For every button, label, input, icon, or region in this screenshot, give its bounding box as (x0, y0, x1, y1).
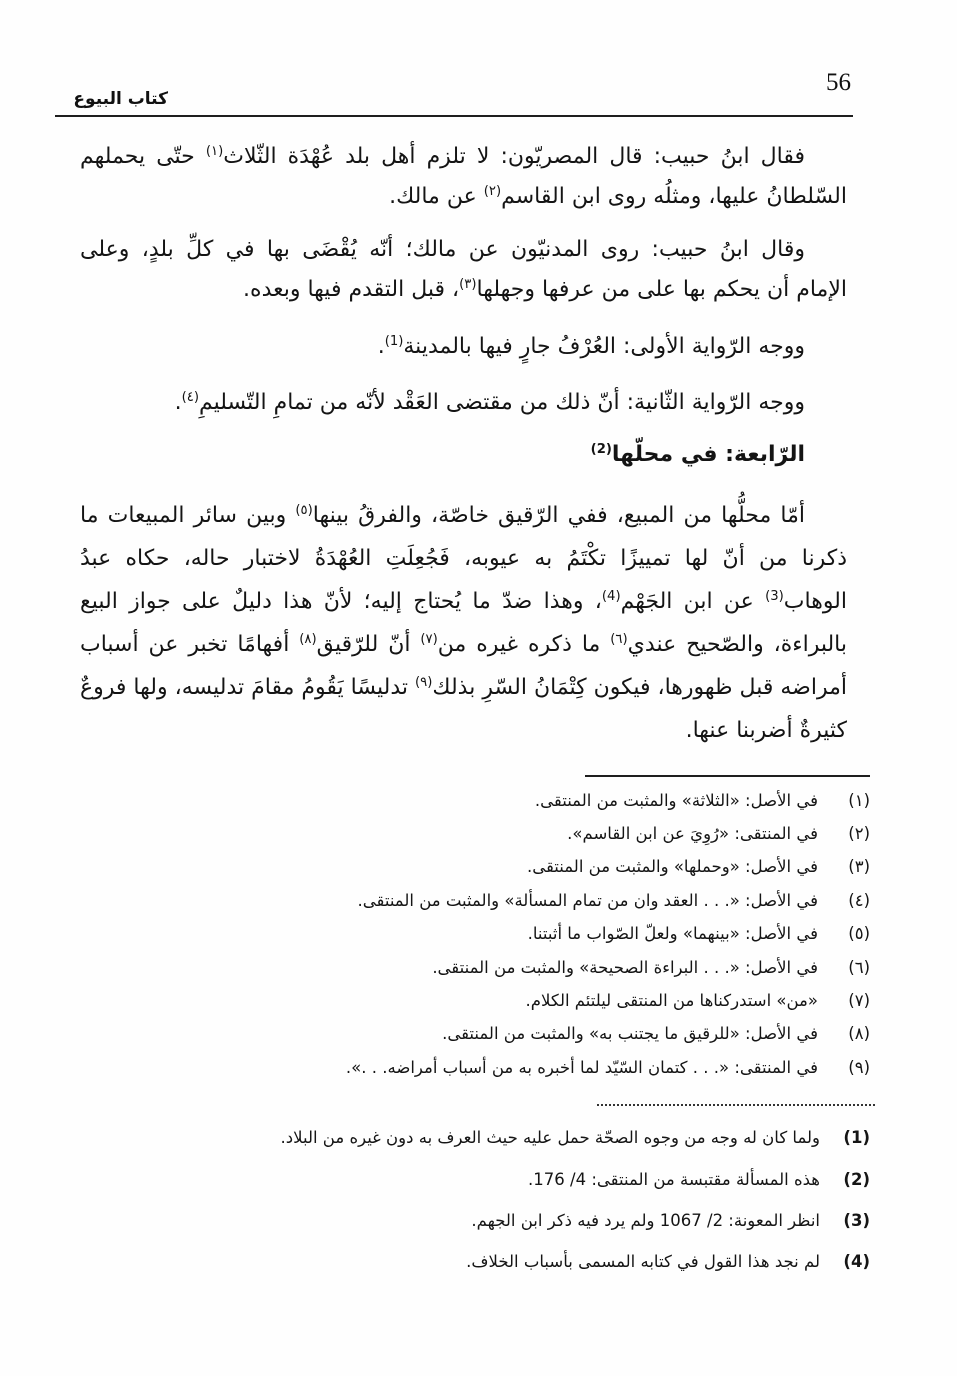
footnote-item (250, 1244, 870, 1280)
paragraph (80, 230, 847, 310)
footnote-ref: (4) (601, 588, 621, 604)
footnote-number: (٣) (848, 857, 870, 876)
text-run: الوهاب (783, 589, 847, 614)
text-run: وقال ابنُ حبيب: روى المدنيّون عن مالك؛ أنّه يُقْضَى بها في كلِّ بلدٍ، وعلى (80, 237, 805, 262)
footnote-ref: (٥) (295, 502, 313, 518)
text-line (80, 137, 847, 177)
footnote-item (250, 1051, 870, 1084)
text-line (80, 383, 847, 423)
text-run: الرّابعة: في محلّها (611, 442, 805, 467)
text-run: . (377, 334, 385, 359)
footnote-item (250, 1162, 870, 1198)
footnote-ref: (2) (590, 441, 612, 457)
footnote-text: انظر المعونة: 2/ 1067 ولم يرد فيه ذكر ابن الجهم. (471, 1211, 820, 1230)
text-line (80, 177, 847, 217)
footnote-item (250, 917, 870, 950)
text-run: ذكرنا من أنّ لها تمييزًا تكْتَمُ به عيوبه، فَجُعِلَتِ العُهْدَةُ لاختبار حاله، حكاه عبدُ (80, 546, 847, 571)
footnote-text: في الأصل: «للرقيق ما يجتنب به» والمثبت من المنتقى. (442, 1024, 818, 1043)
footnote-text: هذه المسألة مقتبسة من المنتقى: 4/ 176. (528, 1170, 820, 1189)
footnote-number: (4) (843, 1252, 870, 1271)
text-run: أمراضه قبل ظهورها، فيكون كِتْمَانُ السّرِ بذلك (432, 675, 847, 700)
text-line (80, 666, 847, 709)
text-line (80, 327, 847, 367)
footnote-text: في الأصل: «وحملها» والمثبت من المنتقى. (526, 857, 818, 876)
footnote-text: في الأصل: «الثلاثة» والمثبت من المنتقى. (534, 791, 818, 810)
footnote-number: (٥) (848, 924, 870, 943)
text-line (80, 270, 847, 310)
text-run: عن ابن الجَهْم (620, 589, 766, 614)
header-rule (55, 115, 853, 117)
footnote-text: في المنتقى: «رُوِيَ عن ابن القاسم». (567, 824, 818, 843)
footnote-number: (٧) (848, 991, 870, 1010)
footnote-number: (٤) (848, 891, 870, 910)
footnote-item (250, 1203, 870, 1239)
text-run: أفهامًا تخبر عن أسباب (80, 632, 300, 657)
footnote-ref: (3) (765, 588, 784, 604)
footnote-number: (٨) (848, 1024, 870, 1043)
footnote-text: «من» استدركناها من المنتقى ليلتئم الكلام. (525, 991, 818, 1010)
footnote-ref: (٤) (181, 389, 199, 405)
text-run: فقال ابنُ حبيب: قال المصريّون: لا تلزم أهل بلد عُهْدَة الثّلاث (223, 144, 806, 169)
editor-notes-separator (597, 1104, 875, 1106)
footnote-text: في المنتقى: «. . . كتمان السّيّد لما أخبره به من أسباب أمراضه. . .». (345, 1058, 818, 1077)
footnote-text: في الأصل: «. . . البراءة الصحيحة» والمثبت من المنتقى. (432, 958, 818, 977)
footnote-item (250, 1017, 870, 1050)
footnote-ref: (٩) (415, 674, 433, 690)
footnote-number: (3) (843, 1211, 870, 1230)
text-line (80, 580, 847, 623)
text-line (80, 435, 847, 475)
page-number: 56 (826, 69, 851, 96)
footnote-item (250, 884, 870, 917)
footnote-text: في الأصل: «بينهما» ولعلّ الصّواب ما أثبتنا. (527, 924, 818, 943)
text-run: كثيرةٌ أضربنا عنها. (685, 718, 847, 743)
text-run: ووجه الرّواية الأولى: العُرْفُ جارٍ فيها بالمدينة (403, 334, 805, 359)
text-line (80, 494, 847, 537)
paragraph (80, 383, 847, 423)
footnote-ref: (٣) (459, 276, 477, 292)
footnote-number: (1) (843, 1128, 870, 1147)
footnote-number: (٦) (848, 958, 870, 977)
footnote-ref: (1) (384, 333, 404, 349)
text-run: عن مالك. (389, 184, 484, 209)
footnote-separator (585, 775, 870, 777)
footnote-text: لم نجد هذا القول في كتابه المسمى بأسباب الخلاف. (466, 1252, 820, 1271)
text-run: تدليسًا يَقُومُ مقامَ تدليسه، ولها فروعٌ (80, 675, 416, 700)
text-run: أمّا محلُّها من المبيع، ففي الرّقيق خاصّة، والفرقُ بينها (312, 503, 805, 528)
footnote-ref: (١) (205, 143, 224, 159)
text-run: . (174, 390, 182, 415)
text-run: ووجه الرّواية الثّانية: أنّ ذلك من مقتضى العَقْد لأنّه من تمامِ التّسليمِ (198, 390, 805, 415)
footnote-number: (٢) (848, 824, 870, 843)
text-line (80, 623, 847, 666)
paragraph (80, 137, 847, 217)
running-title: كتاب البيوع (73, 89, 168, 109)
footnote-ref: (٨) (299, 631, 317, 647)
footnote-item (250, 951, 870, 984)
footnote-text: ولما كان له وجه من وجوه الصحّة حمل عليه حيث العرف به دون غيره من البلاد. (280, 1128, 820, 1147)
text-run: حتّى يحملهم (80, 144, 206, 169)
text-run: الإمام أن يحكم بها على من عرفها وجهلها (476, 277, 847, 302)
footnote-item (250, 850, 870, 883)
text-run: السّلطانُ عليها، ومثلُه روى ابن القاسم (501, 184, 847, 209)
text-run: بالبراءة، والصّحيح عندي (627, 632, 847, 657)
text-run: ، قبل التقدم فيها وبعده. (243, 277, 460, 302)
section-heading (80, 435, 847, 475)
text-run: أنّ للرّقيق (316, 632, 421, 657)
text-line (80, 230, 847, 270)
paragraph (80, 327, 847, 367)
footnote-item (250, 784, 870, 817)
text-line (80, 709, 847, 752)
text-line (80, 537, 847, 580)
footnote-item (250, 1120, 870, 1156)
footnote-number: (2) (843, 1170, 870, 1189)
text-run: ، وهذا ضدّ ما يُحتاج إليه؛ لأنّ هذا دليلٌ على جواز البيع (80, 589, 602, 614)
footnote-number: (٩) (848, 1058, 870, 1077)
text-run: ما ذكره غيره من (437, 632, 611, 657)
footnote-ref: (٢) (483, 183, 502, 199)
footnote-item (250, 817, 870, 850)
footnote-text: في الأصل: «. . . العقد وان من تمام المسألة» والمثبت من المنتقى. (357, 891, 818, 910)
footnote-number: (١) (848, 791, 870, 810)
footnote-ref: (٧) (420, 631, 438, 647)
text-run: وبين سائر المبيعات ما (80, 503, 296, 528)
paragraph (80, 494, 847, 752)
footnote-ref: (٦) (610, 631, 628, 647)
footnote-item (250, 984, 870, 1017)
